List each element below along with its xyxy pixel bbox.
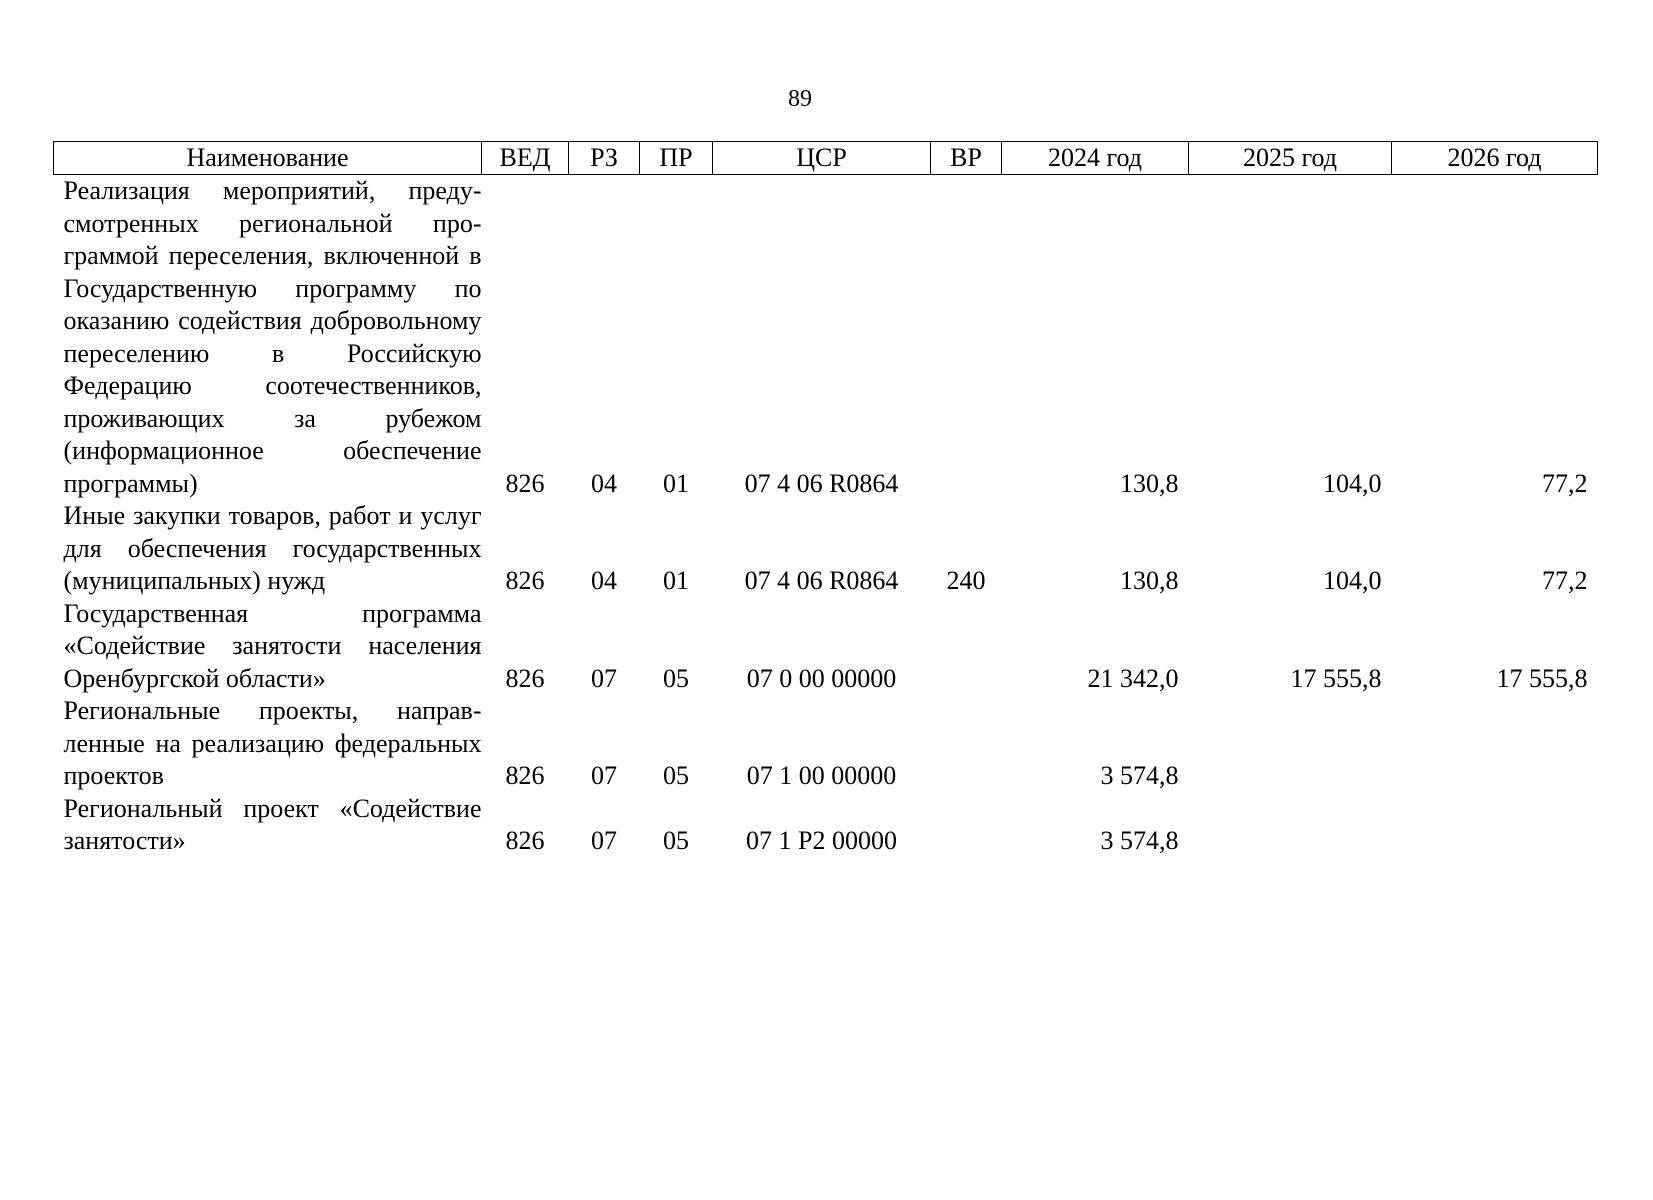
row-pr: 01: [663, 566, 689, 595]
row-pr: 01: [663, 468, 689, 498]
row-2026: [1392, 793, 1598, 858]
row-2025: 104,0: [1323, 566, 1382, 595]
row-2026: 77,2: [1542, 566, 1588, 595]
row-rz: 07: [591, 663, 617, 693]
row-pr: 05: [663, 826, 689, 855]
row-2024: 3 574,8: [1100, 826, 1179, 855]
row-vr: 240: [946, 566, 986, 595]
row-ved: 826: [505, 761, 545, 790]
row-ved: 826: [505, 663, 545, 693]
header-csr: ЦСР: [713, 142, 931, 175]
table-row: [54, 598, 1598, 696]
row-2024: 130,8: [1120, 468, 1179, 498]
row-2026: 77,2: [1542, 468, 1588, 498]
header-rz: РЗ: [569, 142, 640, 175]
page-number: 89: [788, 86, 812, 112]
row-csr: 07 4 06 R0864: [744, 468, 899, 498]
row-name: Реализация мероприятий, предусмотренных региональной программой переселения, включенной в Государственную программу по оказанию содействия добровольному переселению в Российскую Федерацию соотечественников, проживающих за рубежом (информационное обеспечение программы): [63, 176, 482, 498]
header-2025: 2025 год: [1189, 142, 1392, 175]
row-vr: [931, 695, 1002, 793]
row-2026: [1392, 695, 1598, 793]
row-csr: 07 1 00 00000: [746, 761, 897, 790]
row-2025: 17 555,8: [1290, 663, 1382, 693]
header-vr: ВР: [931, 142, 1002, 175]
row-2024: 21 342,0: [1087, 663, 1179, 693]
row-name: Региональные проекты, направленные на реализацию федеральных проектов: [63, 696, 482, 790]
row-name: Региональный проект «Содействие занятости»: [63, 793, 482, 855]
row-2026: 17 555,8: [1496, 663, 1588, 693]
row-csr: 07 1 Р2 00000: [746, 826, 897, 855]
row-2025: 104,0: [1323, 468, 1382, 498]
row-rz: 04: [591, 468, 617, 498]
table-row: [54, 695, 1598, 793]
header-name: Наименование: [54, 142, 482, 175]
row-csr: 07 4 06 R0864: [744, 566, 899, 595]
row-vr: [931, 598, 1002, 696]
row-2025: [1189, 695, 1392, 793]
row-csr: 07 0 00 00000: [746, 663, 897, 693]
row-vr: [931, 793, 1002, 858]
table-row: [54, 793, 1598, 858]
header-row: [54, 142, 1598, 175]
table-body: [54, 175, 1598, 858]
header-pr: ПР: [640, 142, 713, 175]
row-ved: 826: [505, 468, 545, 498]
header-ved: ВЕД: [482, 142, 569, 175]
header-2024: 2024 год: [1002, 142, 1189, 175]
row-rz: 07: [591, 761, 617, 790]
row-rz: 07: [591, 826, 617, 855]
budget-table: [53, 141, 1598, 858]
row-pr: 05: [663, 761, 689, 790]
row-pr: 05: [663, 663, 689, 693]
row-vr: [931, 175, 1002, 501]
row-rz: 04: [591, 566, 617, 595]
table-row: [54, 500, 1598, 598]
row-2025: [1189, 793, 1392, 858]
row-ved: 826: [505, 566, 545, 595]
row-name: Иные закупки товаров, работ и услуг для обеспечения государственных (муниципальных) нужд: [63, 501, 482, 595]
row-2024: 130,8: [1120, 566, 1179, 595]
row-ved: 826: [505, 826, 545, 855]
table-row: [54, 175, 1598, 501]
header-2026: 2026 год: [1392, 142, 1598, 175]
row-name: Государственная программа «Содействие занятости населения Оренбургской области»: [63, 598, 482, 693]
table-header: [54, 142, 1598, 175]
row-2024: 3 574,8: [1100, 761, 1179, 790]
